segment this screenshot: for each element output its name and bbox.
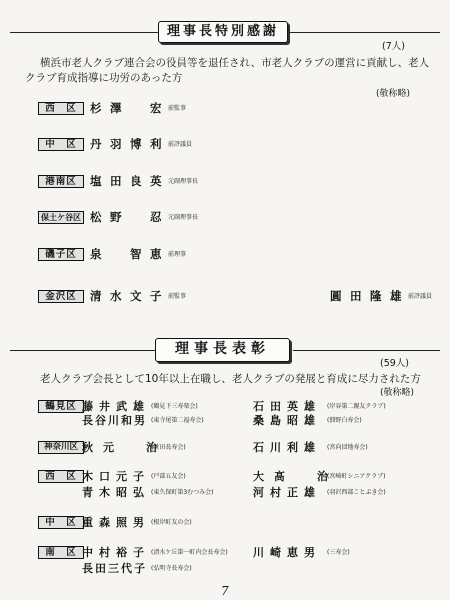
person-name-char: 弘 <box>133 486 144 499</box>
person-name-char: 木 <box>82 470 93 483</box>
person-name-char: 治 <box>146 441 157 454</box>
person-name-char: 川 <box>108 414 119 427</box>
club-name: (戸部五友会) <box>151 473 186 480</box>
person-name-char: 子 <box>133 546 144 559</box>
person-name-char: 代 <box>121 562 132 575</box>
person-name-char: 長 <box>82 562 93 575</box>
person-name-char: 忍 <box>150 210 162 224</box>
person-name-char: 男 <box>133 516 144 529</box>
person-role: 元副理事長 <box>168 178 199 185</box>
page-number: 7 <box>221 584 229 598</box>
person-name-char: 雄 <box>304 441 315 454</box>
person-role: 前監事 <box>168 105 187 112</box>
person-name-char: 英 <box>287 400 298 413</box>
person-name-char: 正 <box>287 486 298 499</box>
ward-label: 神奈川区 <box>38 441 84 454</box>
club-name: (宮崎町シニアクラブ) <box>327 473 386 480</box>
person-name-char: 三 <box>108 562 119 575</box>
person-name-char: 澤 <box>110 101 122 115</box>
person-name-char: 元 <box>103 441 114 454</box>
section1-description-line2: クラブ育成指導に功労のあった方 <box>25 72 183 84</box>
person-name-char: 木 <box>99 486 110 499</box>
person-name-char: 男 <box>134 414 145 427</box>
person-name-char: 英 <box>150 174 162 188</box>
club-name: (羽沢西部ことぶき会) <box>327 489 386 496</box>
section1-count: (7人) <box>382 41 405 52</box>
person-name-char: 水 <box>110 289 122 303</box>
section2-rule-right <box>293 350 440 351</box>
person-role: 前評議員 <box>168 141 193 148</box>
person-name-char: 杉 <box>90 101 102 115</box>
section2-honorific-note: (敬称略) <box>380 388 415 398</box>
person-name-char: 雄 <box>304 486 315 499</box>
person-name-char: 田 <box>350 289 362 303</box>
person-name-char: 松 <box>90 210 102 224</box>
person-name-char: 智 <box>130 247 142 261</box>
section1-title: 理事長特別感謝 <box>158 21 288 43</box>
person-name-char: 文 <box>130 289 142 303</box>
person-name-char: 川 <box>253 546 264 559</box>
person-name-char: 重 <box>82 516 93 529</box>
club-name: (佃野白寿会) <box>327 417 362 424</box>
person-name-char: 田 <box>110 174 122 188</box>
person-name-char: 島 <box>270 414 281 427</box>
person-name-char: 雄 <box>133 400 144 413</box>
club-name: (岸谷第二親友クラブ) <box>327 403 386 410</box>
person-name-char: 男 <box>304 546 315 559</box>
person-name-char: 塩 <box>90 174 102 188</box>
person-name-char: 口 <box>99 470 110 483</box>
person-name-char: 髙 <box>274 470 285 483</box>
person-name-char: 谷 <box>95 414 106 427</box>
person-name-char: 河 <box>253 486 264 499</box>
person-name-char: 田 <box>95 562 106 575</box>
person-name-char: 秋 <box>82 441 93 454</box>
section2-title: 理事長表彰 <box>155 338 290 362</box>
person-name-char: 崎 <box>270 546 281 559</box>
person-name-char: 和 <box>121 414 132 427</box>
club-name: (鶴見下三寿楽会) <box>151 403 198 410</box>
person-role: 前監事 <box>168 293 187 300</box>
person-name-char: 田 <box>270 400 281 413</box>
person-role: 前評議員 <box>408 293 433 300</box>
person-name-char: 長 <box>82 414 93 427</box>
ward-label: 保土ケ谷区 <box>38 211 84 224</box>
ward-label: 鶴見区 <box>38 400 84 413</box>
ward-label: 南 区 <box>38 546 84 559</box>
person-name-char: 隆 <box>370 289 382 303</box>
person-name-char: 村 <box>270 486 281 499</box>
section1-honorific-note: (敬称略) <box>376 89 411 99</box>
section1-rule-left <box>10 32 158 33</box>
club-name: (東寺尾第二福寿会) <box>151 417 204 424</box>
person-name-char: 圓 <box>330 289 342 303</box>
person-name-char: 丹 <box>90 137 102 151</box>
person-name-char: 大 <box>253 470 264 483</box>
person-name-char: 藤 <box>82 400 93 413</box>
person-name-char: 子 <box>133 470 144 483</box>
person-name-char: 川 <box>270 441 281 454</box>
ward-label: 中 区 <box>38 138 84 151</box>
person-role: 元副理事長 <box>168 214 199 221</box>
person-name-char: 羽 <box>110 137 122 151</box>
section2-description: 老人クラブ会長として10年以上在職し、老人クラブの発展と育成に尽力された方 <box>40 373 421 385</box>
club-name: (清水ケ丘第一町内会長寿会) <box>151 549 228 556</box>
club-name: (三寿会) <box>327 549 350 556</box>
ward-label: 中 区 <box>38 516 84 529</box>
person-name-char: 恵 <box>287 546 298 559</box>
person-name-char: 雄 <box>304 400 315 413</box>
person-name-char: 桑 <box>253 414 264 427</box>
section1-description-line1: 横浜市老人クラブ連合会の役員等を退任され、市老人クラブの運営に貢献し、老人 <box>40 57 430 69</box>
ward-label: 西 区 <box>38 470 84 483</box>
ward-label: 港南区 <box>38 175 84 188</box>
person-name-char: 井 <box>99 400 110 413</box>
person-name-char: 昭 <box>116 486 127 499</box>
club-name: (根岸町友の会) <box>151 519 192 526</box>
person-name-char: 元 <box>116 470 127 483</box>
person-name-char: 野 <box>110 210 122 224</box>
section2-rule-left <box>10 350 155 351</box>
section2-count: (59人) <box>380 358 410 369</box>
person-name-char: 清 <box>90 289 102 303</box>
person-name-char: 照 <box>116 516 127 529</box>
club-name: (東久保町第3むつみ会) <box>151 489 214 496</box>
person-name-char: 雄 <box>390 289 402 303</box>
person-name-char: 森 <box>99 516 110 529</box>
person-role: 前理事 <box>168 251 187 258</box>
person-name-char: 雄 <box>304 414 315 427</box>
section1-rule-right <box>290 32 440 33</box>
person-name-char: 裕 <box>116 546 127 559</box>
person-name-char: 村 <box>99 546 110 559</box>
person-name-char: 武 <box>116 400 127 413</box>
ward-label: 金沢区 <box>38 290 84 303</box>
club-name: (弘明寺長寿会) <box>151 565 192 572</box>
person-name-char: 泉 <box>90 247 102 261</box>
club-name: (菅田長寿会) <box>151 444 186 451</box>
person-name-char: 子 <box>134 562 145 575</box>
person-name-char: 良 <box>130 174 142 188</box>
person-name-char: 治 <box>317 470 328 483</box>
person-name-char: 博 <box>130 137 142 151</box>
ward-label: 磯子区 <box>38 248 84 261</box>
person-name-char: 青 <box>82 486 93 499</box>
person-name-char: 恵 <box>150 247 162 261</box>
club-name: (宮向団地寿会) <box>327 444 368 451</box>
person-name-char: 昭 <box>287 414 298 427</box>
ward-label: 西 区 <box>38 102 84 115</box>
person-name-char: 利 <box>287 441 298 454</box>
person-name-char: 利 <box>150 137 162 151</box>
person-name-char: 子 <box>150 289 162 303</box>
person-name-char: 石 <box>253 441 264 454</box>
person-name-char: 宏 <box>150 101 162 115</box>
person-name-char: 中 <box>82 546 93 559</box>
person-name-char: 石 <box>253 400 264 413</box>
